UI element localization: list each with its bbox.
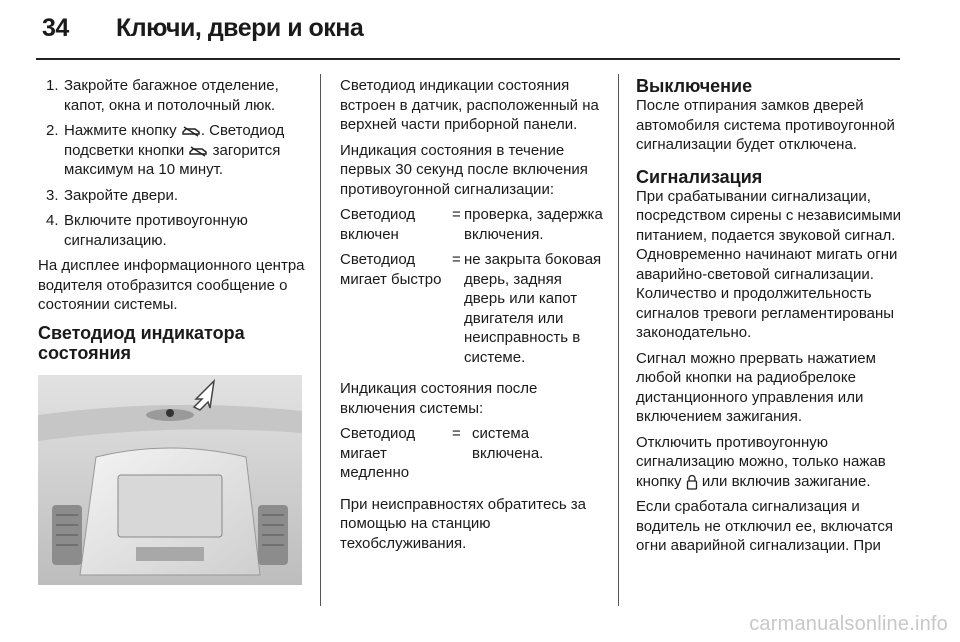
table-value: система включена. xyxy=(472,425,544,462)
paragraph: Индикация состояния после включения системы: xyxy=(340,380,538,417)
paragraph: При срабатывании сигнализации, посредством сирены с независимыми питанием, подается звуковой сигнал. Одновременно начинают мигать огни аварийно-световой сигнализации. Количество и продолжительность сигналов тревоги регламентированы законодательно. xyxy=(636,187,902,341)
table-value: проверка, задержка включения. xyxy=(464,206,603,243)
chapter-title: Ключи, двери и окна xyxy=(116,14,364,42)
watermark: carmanualsonline.info xyxy=(749,613,948,635)
table-eq: = xyxy=(452,251,461,268)
section-heading: Светодиод индикатора состояния xyxy=(38,322,245,363)
paragraph: После отпирания замков дверей автомобиля система противоугонной сигнализации будет отключена. xyxy=(636,97,895,153)
paragraph: Индикация состояния в течение первых 30 секунд после включения противоугонной сигнализации: xyxy=(340,141,588,198)
table-value: не закрыта боковая дверь, задняя дверь или капот двигателя или неисправность в системе. xyxy=(464,251,602,366)
dashboard-photo xyxy=(38,375,302,585)
table-eq: = xyxy=(452,425,461,442)
column-divider xyxy=(618,74,619,606)
paragraph: Светодиод индикации состояния встроен в датчик, расположенный на верхней части приборной панели. xyxy=(340,77,599,133)
car-signal-icon xyxy=(181,125,201,137)
column-1 xyxy=(38,76,306,585)
info-paragraph: На дисплее информационного центра водителя отобразится сообщение о состоянии системы. xyxy=(38,257,305,313)
steps-list xyxy=(38,76,306,250)
page-number: 34 xyxy=(42,14,69,42)
header-rule xyxy=(36,58,900,60)
paragraph: При неисправностях обратитесь за помощью на станцию техобслуживания. xyxy=(340,495,587,552)
table-key: Светодиод включен xyxy=(340,206,416,243)
section-heading: Сигнализация xyxy=(636,166,763,187)
page-header xyxy=(36,14,900,54)
column-divider xyxy=(320,74,321,606)
step-item: 1. Закройте багажное отделение, капот, окна и потолочный люк. xyxy=(46,77,279,114)
status-table xyxy=(340,205,604,367)
section-heading: Выключение xyxy=(636,76,753,96)
car-signal-icon xyxy=(188,145,208,157)
paragraph: Сигнал можно прервать нажатием любой кнопки на радиобрелоке дистанционного управления или включением зажигания. xyxy=(636,349,876,425)
column-2 xyxy=(340,76,604,559)
step-item: 4. Включите противоугонную сигнализацию. xyxy=(46,212,248,249)
table-eq: = xyxy=(452,206,461,223)
paragraph: Отключить противоугонную сигнализацию можно, только нажав кнопку или включив зажигание. xyxy=(636,433,886,490)
paragraph: Если сработала сигнализация и водитель не отключил ее, включатся огни аварийной сигнализации. При xyxy=(636,498,893,554)
lock-icon xyxy=(686,474,698,490)
table-key: Светодиод мигает быстро xyxy=(340,251,442,288)
table-key: Светодиод мигает медленно xyxy=(340,425,416,481)
status-table xyxy=(340,424,604,483)
dashboard-illustration xyxy=(38,375,302,585)
step-item: 2. Нажмите кнопку . Светодиод подсветки кнопки загорится максимум на 10 минут. xyxy=(46,122,285,178)
column-3 xyxy=(636,76,906,562)
step-item: 3. Закройте двери. xyxy=(46,186,179,204)
